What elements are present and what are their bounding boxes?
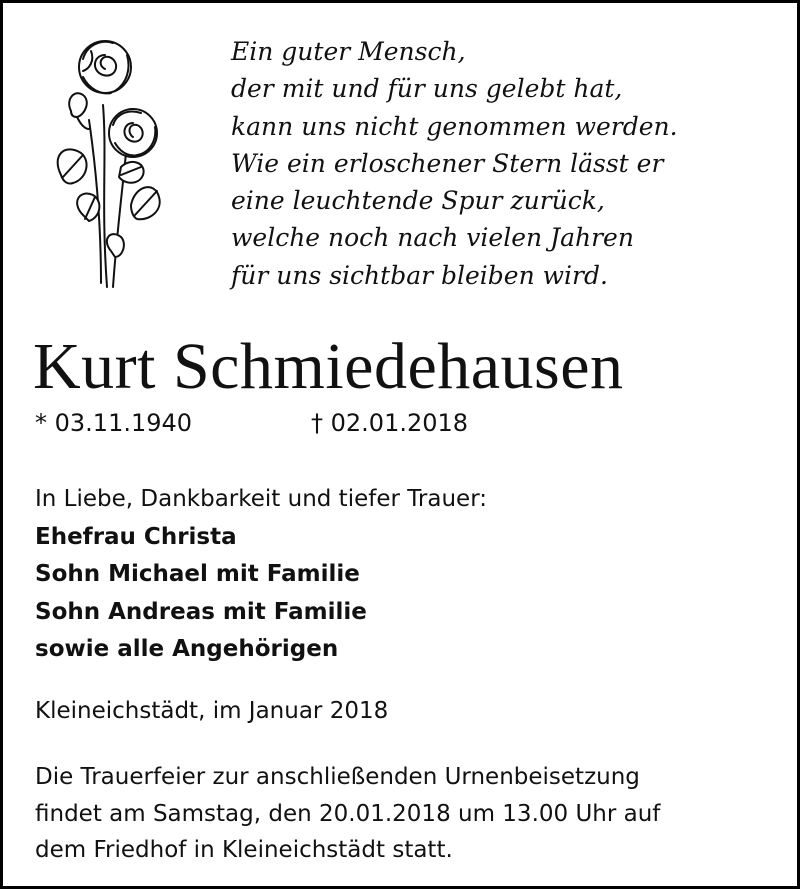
funeral-line: dem Friedhof in Kleineichstädt statt.	[35, 837, 453, 863]
memorial-poem	[231, 33, 791, 294]
deceased-name: Kurt Schmiedehausen	[33, 330, 624, 403]
poem-line: welche noch nach vielen Jahren	[231, 223, 634, 253]
poem-line: eine leuchtende Spur zurück,	[231, 186, 605, 216]
poem-line: kann uns nicht genommen werden.	[231, 111, 678, 141]
funeral-line: findet am Samstag, den 20.01.2018 um 13.00 Uhr auf	[35, 800, 661, 827]
poem-line: Ein guter Mensch,	[231, 37, 466, 66]
mourners-intro: In Liebe, Dankbarkeit und tiefer Trauer:	[35, 486, 488, 512]
life-dates	[35, 407, 775, 439]
mourner-name: sowie alle Angehörigen	[35, 636, 339, 662]
poem-line: Wie ein erloschener Stern lässt er	[231, 148, 664, 178]
mourner-name: Ehefrau Christa	[35, 523, 237, 550]
mourner-name: Sohn Andreas mit Familie	[35, 598, 367, 625]
funeral-notice	[35, 759, 795, 869]
mourner-name: Sohn Michael mit Familie	[35, 561, 360, 587]
death-date: † 02.01.2018	[311, 409, 469, 437]
funeral-line: Die Trauerfeier zur anschließenden Urnenbeisetzung	[35, 764, 640, 790]
birth-date: * 03.11.1940	[35, 409, 193, 437]
poem-line: der mit und für uns gelebt hat,	[231, 74, 623, 104]
rose-bouquet-icon	[31, 25, 171, 295]
place-and-date: Kleineichstädt, im Januar 2018	[35, 698, 389, 724]
poem-line: für uns sichtbar bleiben wird.	[231, 260, 608, 290]
mourners-block	[35, 481, 775, 669]
